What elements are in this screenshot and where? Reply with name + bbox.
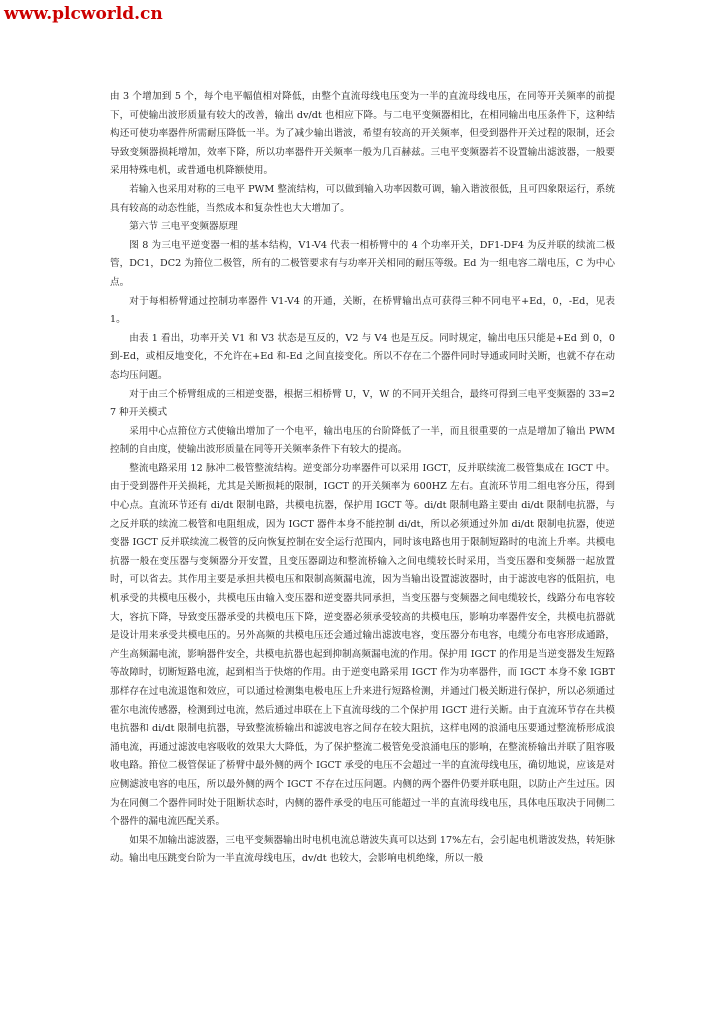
- section-title: 第六节 三电平变频器原理: [129, 221, 238, 233]
- paragraph-4: 对于每相桥臂通过控制功率器件 V1-V4 的开通，关断，在桥臂输出点可获得三种不同电平+Ed，0，-Ed，见表 1。: [110, 295, 615, 326]
- paragraph-2: 若输入也采用对称的三电平 PWM 整流结构，可以做到输入功率因数可调，输入谐波很低，且可四象限运行，系统具有较高的动态性能，当然成本和复杂性也大大增加了。: [110, 183, 615, 214]
- site-watermark: www.plcworld.cn: [4, 4, 163, 24]
- paragraph-7: 采用中心点箝位方式使输出增加了一个电平，输出电压的台阶降低了一半，而且很重要的一点是增加了输出 PWM 控制的自由度，使输出波形质量在同等开关频率条件下有较大的提高。: [110, 425, 615, 456]
- document-body: [110, 88, 615, 869]
- paragraph-8: 整流电路采用 12 脉冲二极管整流结构。逆变部分功率器件可以采用 IGCT，反并联续流二极管集成在 IGCT 中。由于受到器件开关损耗，尤其是关断损耗的限制，IGCT 的开关频率为 600HZ 左右。直流环节用二组电容分压，得到中心点。直流环节还有 di/dt 限制电路，共模电抗器，保护用 IGCT 等。di/dt 限制电路主要由 di/dt 限制电抗器，与之反并联的续流二极管和电阻组成，因为 IGCT 器件本身不能控制 di/dt，所以必须通过外加 di/dt 限制电抗器，使逆变器 IGCT 反并联续流二极管的反向恢复控制在安全运行范围内，同时该电路也用于限制短路时的电流上升率。共模电抗器一般在变压器与变频器分开安置，且变压器副边和整流桥输入之间电缆较长时采用，当变压器和变频器一起放置时，可以省去。其作用主要是承担共模电压和限制高频漏电流，因为当输出设置滤波器时，由于滤波电容的低阻抗，电机承受的共模电压极小，共模电压由输入变压器和逆变器共同承担，当变压器与变频器之间电缆较长，线路分布电容较大，容抗下降，导致变压器承受的共模电压下降，逆变器必须承受较高的共模电压，影响功率器件安全，共模电抗器就是设计用来承受共模电压的。另外高频的共模电压还会通过输出滤波电容，变压器分布电容，电缆分布电容形成通路，产生高频漏电流，影响器件安全，共模电抗器也起到抑制高频漏电流的作用。保护用 IGCT 的作用是当逆变器发生短路等故障时，切断短路电流，起到相当于快熔的作用。由于逆变电路采用 IGCT 作为功率器件，而 IGCT 本身不象 IGBT 那样存在过电流退饱和效应，可以通过检测集电极电压上升来进行短路检测，并通过门极关断进行保护，所以必须通过霍尔电流传感器，检测到过电流，然后通过串联在上下直流母线的二个保护用 IGCT 进行关断。由于直流环节存在共模电抗器和 di/dt 限制电抗器，导致整流桥输出和滤波电容之间存在较大阻抗，这样电网的浪涌电压要通过整流桥形成浪涌电流，再通过滤波电容吸收的效果大大降低，为了保护整流二极管免受浪涌电压的影响，在整流桥输出并联了阻容吸收电路。箝位二极管保证了桥臂中最外侧的两个 IGCT 承受的电压不会超过一半的直流母线电压，确切地说，应该是对应侧滤波电容的电压，所以最外侧的两个 IGCT 不存在过压问题。内侧的两个器件仍要并联电阻，以防止产生过压。因为在同侧二个器件同时处于阻断状态时，内侧的器件承受的电压可能超过一半的直流母线电压，具体电压取决于同侧二个器件的漏电流匹配关系。: [110, 462, 615, 828]
- paragraph-5: 由表 1 看出，功率开关 V1 和 V3 状态是互反的，V2 与 V4 也是互反。同时规定，输出电压只能是+Ed 到 0，0 到-Ed，或相反地变化，不允许在+Ed 和-Ed 之间直接变化。所以不存在二个器件同时导通或同时关断，也就不存在动态均压问题。: [110, 332, 615, 381]
- paragraph-6: 对于由三个桥臂组成的三相逆变器，根据三相桥臂 U，V，W 的不同开关组合，最终可得到三电平变频器的 33=27 种开关模式: [110, 388, 615, 419]
- paragraph-3: 图 8 为三电平逆变器一相的基本结构，V1-V4 代表一相桥臂中的 4 个功率开关，DF1-DF4 为反并联的续流二极管，DC1，DC2 为箝位二极管，所有的二极管要求有与功率开关相同的耐压等级。Ed 为一组电容二端电压，C 为中心点。: [110, 239, 615, 288]
- paragraph-1: 由 3 个增加到 5 个，每个电平幅值相对降低，由整个直流母线电压变为一半的直流母线电压，在同等开关频率的前提下，可使输出波形质量有较大的改善，输出 dv/dt 也相应下降。与二电平变频器相比，在相同输出电压条件下，这种结构还可使功率器件所需耐压降低一半。为了减少输出谐波，希望有较高的开关频率，但受到器件开关过程的限制，还会导致变频器损耗增加，效率下降，所以功率器件开关频率一般为几百赫兹。三电平变频器若不设置输出滤波器，一般要采用特殊电机，或普通电机降额使用。: [110, 91, 615, 177]
- paragraph-9: 如果不加输出滤波器，三电平变频器输出时电机电流总谐波失真可以达到 17%左右，会引起电机谐波发热，转矩脉动。输出电压跳变台阶为一半直流母线电压，dv/dt 也较大，会影响电机绝缘，所以一般: [110, 834, 615, 865]
